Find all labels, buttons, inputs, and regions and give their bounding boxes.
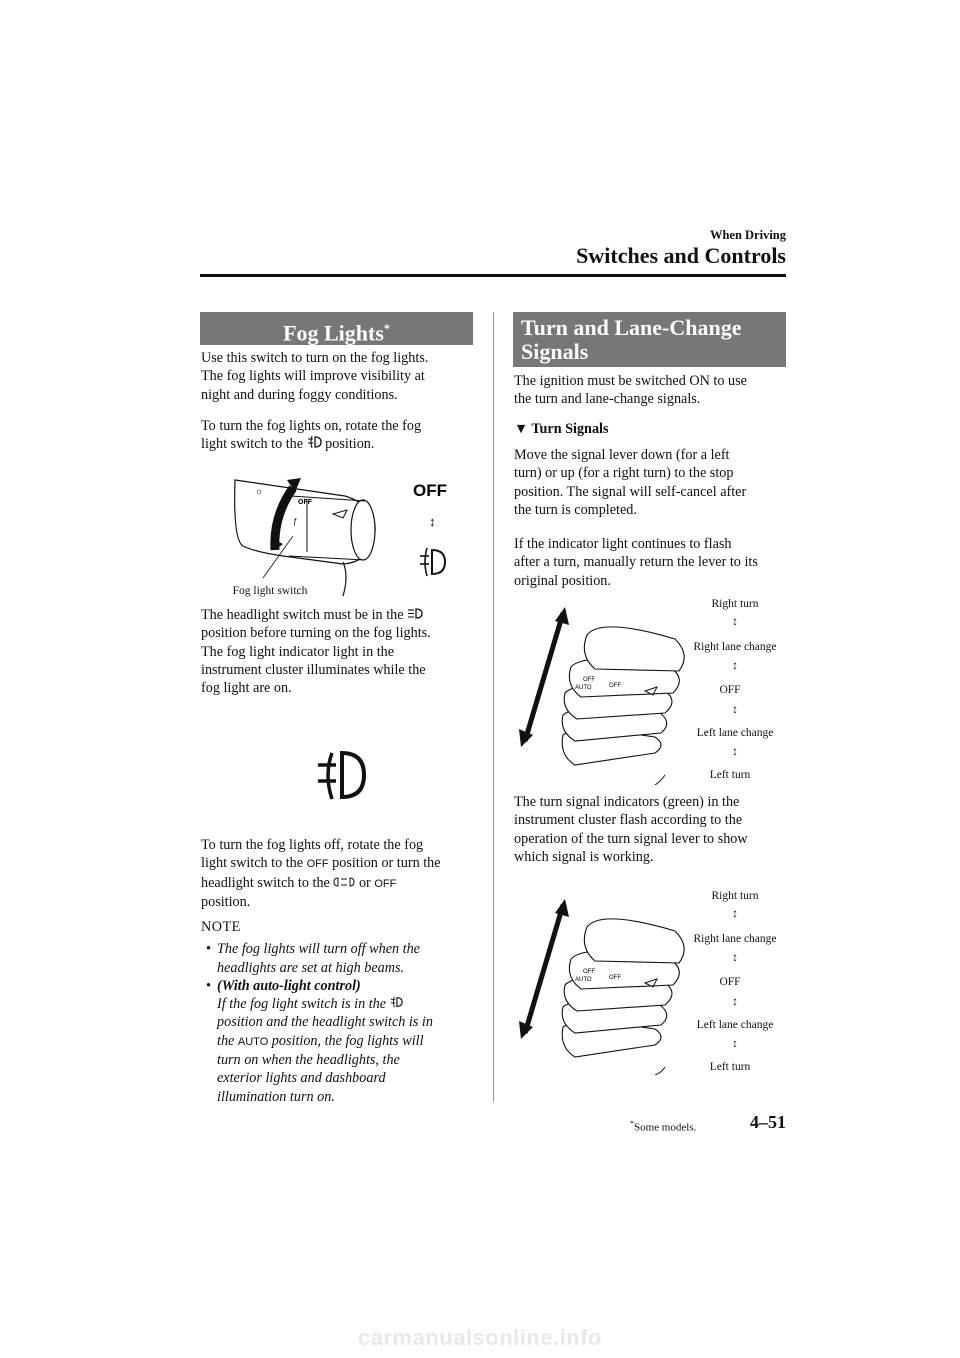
text-line: (With auto-light control) (217, 977, 361, 994)
text-span: position, the fog lights will (271, 1032, 424, 1049)
fig1-arrow: ↕ (732, 704, 738, 716)
text-line: To turn the fog lights on, rotate the fog (201, 418, 422, 434)
fog-intro (201, 349, 481, 404)
text-line: after a turn, manually return the lever to its (514, 554, 758, 571)
some-models-mark: * (383, 321, 390, 335)
text-line (201, 435, 481, 453)
svg-text:↕: ↕ (429, 514, 436, 529)
text-line: which signal is working. (514, 848, 654, 865)
banner-line: Signals (521, 339, 589, 364)
footnote (630, 1119, 696, 1134)
fog-lights-title: Fog Lights (283, 320, 384, 346)
fig2-position-right-lane: Right lane change (693, 933, 777, 945)
text-line: night and during foggy conditions. (201, 386, 398, 403)
fig1-arrow: ↕ (732, 616, 738, 628)
watermark: carmanualsonline.info (358, 1325, 602, 1350)
section-label: When Driving (709, 228, 786, 242)
note-item (201, 977, 486, 1106)
turn-signals-subheading (514, 420, 609, 438)
footnote-mark: * (630, 1119, 634, 1128)
text-span: If the fog light switch is in the (217, 996, 387, 1013)
fig2-position-right-turn: Right turn (711, 890, 759, 902)
text-span: The headlight switch must be in the (201, 607, 404, 623)
header-rule (200, 274, 786, 277)
off-inline: OFF (306, 858, 329, 871)
fig1-arrow: ↕ (732, 660, 738, 672)
text-span: light switch to the (201, 436, 304, 453)
turn-move-text (514, 446, 794, 519)
svg-text:ƒ: ƒ (293, 517, 298, 526)
fig2-position-off: OFF (719, 976, 741, 988)
turn-return-text (514, 535, 799, 590)
text-line: exterior lights and dashboard (217, 1070, 386, 1087)
text-line: the turn and lane-change signals. (514, 391, 701, 408)
fig2-arrow: ↕ (732, 996, 738, 1008)
text-line: position. The signal will self-cancel after (514, 483, 747, 500)
fig2-arrow: ↕ (732, 1038, 738, 1050)
parking-light-icon (333, 876, 355, 888)
text-line: turn on when the headlights, the (217, 1052, 400, 1069)
text-line (201, 854, 486, 873)
banner-line: Turn and Lane-Change (521, 315, 742, 340)
text-line: position and the headlight switch is in (217, 1014, 433, 1031)
fig2-position-left-turn: Left turn (709, 1061, 751, 1073)
text-span: position or turn the (332, 855, 441, 872)
subheading-text: Turn Signals (531, 421, 609, 437)
footnote-text: Some models. (634, 1121, 697, 1134)
fog-switch-figure (215, 466, 465, 600)
turn-lever-figure-1 (515, 605, 695, 785)
triangle-icon: ▼ (514, 421, 529, 437)
svg-text:☼: ☼ (255, 486, 264, 496)
turn-intro (514, 372, 794, 409)
text-line: To turn the fog lights off, rotate the fog (201, 837, 424, 853)
note-title: NOTE (201, 919, 241, 935)
text-line: Use this switch to turn on the fog lights. (201, 350, 429, 366)
fog-indicator-icon (312, 745, 372, 805)
fog-turn-off-text (201, 836, 486, 911)
turn-indicator-text (514, 793, 799, 866)
fog-lights-banner (200, 312, 473, 345)
fig1-position-right-turn: Right turn (711, 598, 759, 610)
text-line: The fog lights will turn off when the (217, 941, 420, 958)
text-line: The fog lights will improve visibility at (201, 368, 425, 385)
text-line: Move the signal lever down (for a left (514, 447, 730, 463)
column-divider (493, 312, 494, 1102)
fig2-position-left-lane: Left lane change (696, 1019, 774, 1031)
bullet: • (206, 941, 211, 958)
text-line (201, 874, 486, 893)
headlight-icon (407, 607, 423, 620)
text-line (201, 606, 481, 624)
svg-text:OFF: OFF (583, 677, 595, 683)
svg-text:OFF: OFF (609, 683, 621, 689)
fog-turn-on-text (201, 417, 481, 454)
turn-signals-banner (513, 312, 786, 367)
text-span: position. (325, 436, 375, 453)
turn-lever-figure-2 (515, 895, 695, 1075)
fog-note (201, 918, 486, 1106)
text-line: instrument cluster illuminates while the (201, 661, 426, 678)
page-number: 4–51 (750, 1112, 786, 1132)
note-item (201, 940, 486, 977)
text-line: headlights are set at high beams. (217, 959, 405, 976)
fig2-arrow: ↕ (732, 952, 738, 964)
svg-text:OFF: OFF (583, 969, 595, 975)
fog-headlight-requirement (201, 606, 481, 697)
fig1-position-left-turn: Left turn (709, 769, 751, 781)
text-line: position before turning on the fog lights. (201, 625, 431, 642)
fog-light-icon (390, 995, 403, 1009)
bullet: • (206, 977, 211, 994)
svg-text:AUTO: AUTO (575, 977, 592, 983)
fig1-position-left-lane: Left lane change (696, 727, 774, 739)
text-line: The fog light indicator light in the (201, 643, 395, 660)
fog-switch-caption: Fog light switch (232, 585, 308, 597)
fig1-position-off: OFF (719, 684, 741, 696)
svg-text:OFF: OFF (298, 499, 312, 506)
text-line: position. (201, 893, 251, 910)
text-line: illumination turn on. (217, 1088, 335, 1105)
fig2-arrow: ↕ (732, 908, 738, 920)
text-span: the (217, 1032, 235, 1049)
svg-text:OFF: OFF (609, 975, 621, 981)
text-line: If the indicator light continues to flash (514, 536, 732, 552)
text-span: or (358, 874, 371, 891)
text-line: The turn signal indicators (green) in the (514, 794, 740, 810)
off-inline: OFF (374, 877, 397, 890)
text-line: The ignition must be switched ON to use (514, 373, 747, 389)
text-span: light switch to the (201, 855, 304, 872)
text-span: headlight switch to the (201, 874, 330, 891)
fig1-position-right-lane: Right lane change (693, 641, 777, 653)
page-title: Switches and Controls (576, 243, 786, 268)
text-line: instrument cluster flash according to the (514, 812, 743, 829)
text-line: original position. (514, 572, 611, 589)
svg-text:AUTO: AUTO (575, 685, 592, 691)
fog-light-icon (307, 435, 322, 449)
auto-inline: AUTO (237, 1035, 269, 1048)
fig1-arrow: ↕ (732, 746, 738, 758)
off-label: OFF (413, 481, 447, 500)
text-line: operation of the turn signal lever to show (514, 830, 748, 847)
text-line: fog light are on. (201, 680, 292, 697)
text-line: the turn is completed. (514, 501, 637, 518)
text-line: turn) or up (for a right turn) to the stop (514, 465, 734, 482)
